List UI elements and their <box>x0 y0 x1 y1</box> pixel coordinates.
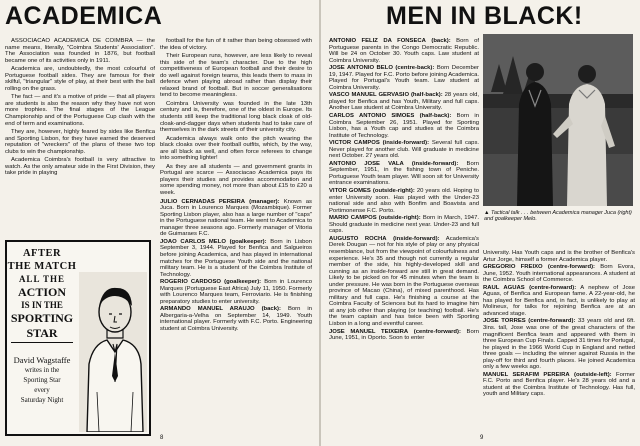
player-column-right-page-1 <box>329 38 479 440</box>
player-role: (goalkeeper): <box>229 238 267 245</box>
page-gutter <box>319 0 321 446</box>
player-role: (outside-right): <box>372 188 415 195</box>
player-entry <box>329 236 479 328</box>
player-role: (centre-forward): <box>528 318 576 325</box>
player-entry <box>160 306 312 332</box>
player-name: AUGUSTO ROCHA <box>329 235 387 242</box>
player-role: (back): <box>261 306 281 313</box>
article-paragraph: football for the fun of it rather than being obsessed with the idea of victory. <box>160 38 312 51</box>
player-name: VITOR GOMES <box>329 188 371 195</box>
player-entry <box>483 250 635 263</box>
advert-divider <box>11 342 73 343</box>
advert-line: ALL THE <box>18 274 66 284</box>
player-column-left-page <box>160 38 312 433</box>
intro-paragraph: The fact — and it's a motive of pride — that all players are students is also the reason why they have not won more trophies. The final stages of the League Championship and of the Portuguese Cup clash with the end of term and examinations. <box>5 94 155 127</box>
player-bio: Born Evora, June, 1952. Youth international appearances. A student at the Coimbra School of Commerce. <box>483 264 635 284</box>
player-entry <box>483 285 635 318</box>
player-bio: 33 years old and 6ft. 3ins. tall, Jose was one of the great characters of the magnificent Benfica team and appeared with them in three European Cup Finals. Capped 31 times for Portugal, he played in the 1966 World Cup in England and netted three goals — including the winner against Russia in the play-off for third and fourth places. He joined Academica only a few weeks ago. <box>483 318 635 371</box>
player-entry <box>329 140 479 160</box>
advert-line: AFTER <box>22 248 62 259</box>
player-entry <box>329 92 479 112</box>
player-role: (back): <box>431 38 451 44</box>
sporting-star-advert <box>5 240 151 436</box>
player-name: JOSE ANTONIO BELO <box>329 65 393 72</box>
columnist-portrait <box>79 272 147 432</box>
player-entry <box>160 239 312 278</box>
player-entry <box>160 279 312 305</box>
intro-paragraph: They are, however, highly feared by sides like Benfica and Sporting Lisbon, for they have earned the deserved reputation of "wreckers" of the plans of these two top clubs to win the championship. <box>5 129 155 155</box>
player-name: JOAO CARLOS MELO <box>160 238 226 245</box>
player-bio: Born September, 1951, in the fishing town of Peniche. Portuguese Youth team player. Will soon sit for University entrance examinations. <box>329 160 479 187</box>
intro-paragraph: Academica are, undoubtedly, the most colourful of Portuguese football sides. They are famous for their skilful, "triangular" style of play, at their best with the ball rolling on the grass. <box>5 66 155 92</box>
player-entry <box>329 215 479 235</box>
advert-line: THE MATCH <box>7 261 77 272</box>
player-name: JOSE MANUEL TEIXEIRA <box>329 328 409 335</box>
player-name: CARLOS ANTONIO SIMOES <box>329 113 415 120</box>
player-bio: Born in March, 1947. Should graduate in medicine next year. Under-23 and full caps. <box>329 215 479 235</box>
player-name: ANTONIO JOSE VALA <box>329 160 404 167</box>
advert-writer: David Wagstaffe <box>13 355 71 365</box>
player-role: (half-back): <box>410 92 443 99</box>
player-entry <box>483 264 635 284</box>
article-paragraph: As they are all students — and government grants in Portugal are scarce — Associacao Academica pays its players their studies and provides accommodation and some spending money, not more than about £15 to £20 a week. <box>160 163 312 197</box>
player-role: (centre-forward): <box>529 284 577 291</box>
player-role: (centre-back): <box>395 65 435 72</box>
player-bio: Several full caps. Never played for another club. Will graduate in medicine next October. 27 years old. <box>329 140 479 160</box>
advert-line: ACTION <box>17 285 66 299</box>
player-bio: A nephew of Jose Aguas, of Benfica and European fame. A 22-year-old, he has played for Benfica and, in fact, is unlikely to play at Molineux, for talks for rejoining Benfica are at an advanced stage. <box>483 284 635 317</box>
photo-caption <box>484 210 634 223</box>
player-role: (inside-forward): <box>411 160 459 167</box>
player-role: (goalkeeper): <box>224 279 262 286</box>
advert-line: Sporting Star <box>23 376 61 384</box>
player-name: VICTOR CAMPOS <box>329 140 380 147</box>
article-paragraph: Their European runs, however, are less likely to reveal this side of the team's character. Due to the high competitiveness of European football and their desire to do well against foreign teams, this leads them to mass in defence when playing abroad rather than display their relaxed brand of football. But in soccer generalisations tend to become meaningless. <box>160 53 312 99</box>
intro-column <box>5 38 155 238</box>
article-paragraph: Coimbra University was founded in the late 13th century and is, therefore, one of the oldest in Europe. Its students still keep the traditional long black cloak of old-cloak-and-dagger days when students had to take care of themselves in the dark streets of their university city. <box>160 100 312 134</box>
player-bio: 28 years old, played for Benfica and has Youth, Military and full caps. Another Law student at Coimbra University. <box>329 92 479 112</box>
player-role: (inside-forward): <box>393 235 440 242</box>
intro-paragraph: ASSOCIACAO ACADEMICA DE COIMBRA — the name means, literally, "Coimbra Students' Association". The Association was founded in 1876, but football became one of its activities only in 1911. <box>5 38 155 64</box>
player-entry <box>160 199 312 238</box>
player-name: VASCO MANUEL GERVASIO <box>329 92 410 99</box>
player-bio: Born in Coimbra September 26, 1951. Played for Sporting Lisbon, has a Youth cap and studies at the Coimbra Institute of Technology. <box>329 113 479 139</box>
player-entry <box>329 188 479 214</box>
player-entry <box>483 318 635 370</box>
advert-line: STAR <box>26 326 58 340</box>
player-bio: Born in Albergaria-a-Velha on September 14, 1949. Youth international player. Formerly with F.C. Porto. Engineering student at Coimbra University. <box>160 306 312 332</box>
player-bio: Born of Portuguese parents in the Congo Democratic Republic. Will be 24 on October 30. Youth caps. Law student at Coimbra University. <box>329 38 479 64</box>
advert-line: writes in the <box>24 366 60 374</box>
team-photo <box>483 34 633 206</box>
headline-right: MEN IN BLACK! <box>386 2 583 30</box>
player-role: (inside-forward): <box>382 140 430 147</box>
player-name: ARMANDO MANUEL ARAUJO <box>160 306 255 313</box>
advert-line: SPORTING <box>10 311 74 325</box>
player-bio: Born June, 1951, in Oporto. Soon to enter <box>329 328 479 342</box>
article-paragraph: Academica always walk onto the pitch wearing the black cloaks over their football outfits, which, by the way, are all black as well, and often force referees to change into something lighter! <box>160 135 312 162</box>
player-entry <box>329 65 479 91</box>
player-bio: 20 years old. Hoping to enter University soon. Has played with the Under-23 national side and also with Bonfim and Boavista and Portimonense F.C. Porto. <box>329 188 479 214</box>
player-bio: Known as Juca. Born in Lourenco Marques (Mozambique). Former Sporting Lisbon player, also has a large number of "caps" in the Portuguese national team. He went to Academica to manager three seasons ago. Formerly manager of Vitoria de Guimaraes F.C. <box>160 198 312 238</box>
caption-marker: ▲ <box>484 210 490 216</box>
player-role: (outside-right): <box>378 215 421 222</box>
player-name: JOSE TORRES <box>483 318 526 325</box>
player-name: MARIO CAMPOS <box>329 215 377 222</box>
player-bio: Academica's Derek Dougan — not for his style of play or any physical resemblance, but from the viewpoint of colourfulness and experience. He's 35 and though not currently a regular member of the side, his highly-developed skill and cunning as an inside-forward are still in great demand. Likely to be picked on for 45 minutes when the team is under pressure. He was born in the Portuguese overseas province of Macao (China), of mixed parenthood. Has military and full caps. He's finishing a course at the Coimbra Faculty of Sciences but its hard to imagine him at any job other than playing (or teaching) football. He's the team captain and has twice been with Sporting Lisbon in a long and eventful career. <box>329 235 479 327</box>
intro-paragraph: Academica Coimbra's football is very attractive to watch. As the only amateur side in the First Division, they take pride in playing <box>5 157 155 177</box>
player-entry <box>483 372 635 398</box>
player-entry <box>329 38 479 64</box>
player-entry <box>329 113 479 139</box>
player-bio: Born in Lourenco Marques (Portuguese East Africa) July 11, 1950. Formerly with Lourenco Marques team, Ferroviario. He is finishing preparatory studies to enter university. <box>160 279 312 305</box>
player-bio: University. Has Youth caps and is the brother of Benfica's Artur Jorge, himself a former Academica player. <box>483 250 635 263</box>
caption-text: Tactical talk . . . between Academica manager Juca (right) and goalkeeper Melo. <box>484 210 632 223</box>
player-name: RAUL AGUAS <box>483 284 525 291</box>
advert-line: IS IN THE <box>21 300 63 310</box>
player-name: GREGORIO FREIXO <box>483 264 543 271</box>
player-bio: Former F.C. Porto and Benfica player. He's 28 years old and a student at the Coimbra Institute of Technology. Has full, youth and Military caps. <box>483 371 635 398</box>
player-name: JULIO CERNADAS PEREIRA <box>160 198 246 205</box>
player-entry <box>329 329 479 342</box>
advert-line: every <box>34 386 50 394</box>
player-bio: Born in Lisbon September 3, 1944. Played for Benfica and Salgueiros before joining Academica, and has played in international matches for the Portuguese Youth side and the national military team. He is a student of the Coimbra Institute of Technology. <box>160 238 312 278</box>
player-name: MANUEL SERAFIM PEREIRA <box>483 371 570 378</box>
player-name: ANTONIO FELIZ DA FONSECA <box>329 38 426 44</box>
player-role: (centre-forward): <box>413 328 461 335</box>
player-role: (centre-forward): <box>547 264 595 271</box>
page-number-left: 8 <box>160 435 164 441</box>
player-role: (manager): <box>249 198 280 205</box>
player-name: ROGERIO CARDOSO <box>160 279 222 286</box>
player-role: (half-back): <box>419 113 452 120</box>
player-role: (outside-left): <box>573 371 612 378</box>
player-column-right-page-2 <box>483 250 635 438</box>
player-bio: Born December 19, 1947. Played for F.C. Porto before joining Academica. Played for Portugal's Youth team. Law student at Coimbra University. <box>329 65 479 91</box>
headline-left: ACADEMICA <box>5 2 163 30</box>
advert-line: Saturday Night <box>20 396 64 404</box>
player-entry <box>329 161 479 187</box>
page-number-right: 9 <box>480 435 484 441</box>
